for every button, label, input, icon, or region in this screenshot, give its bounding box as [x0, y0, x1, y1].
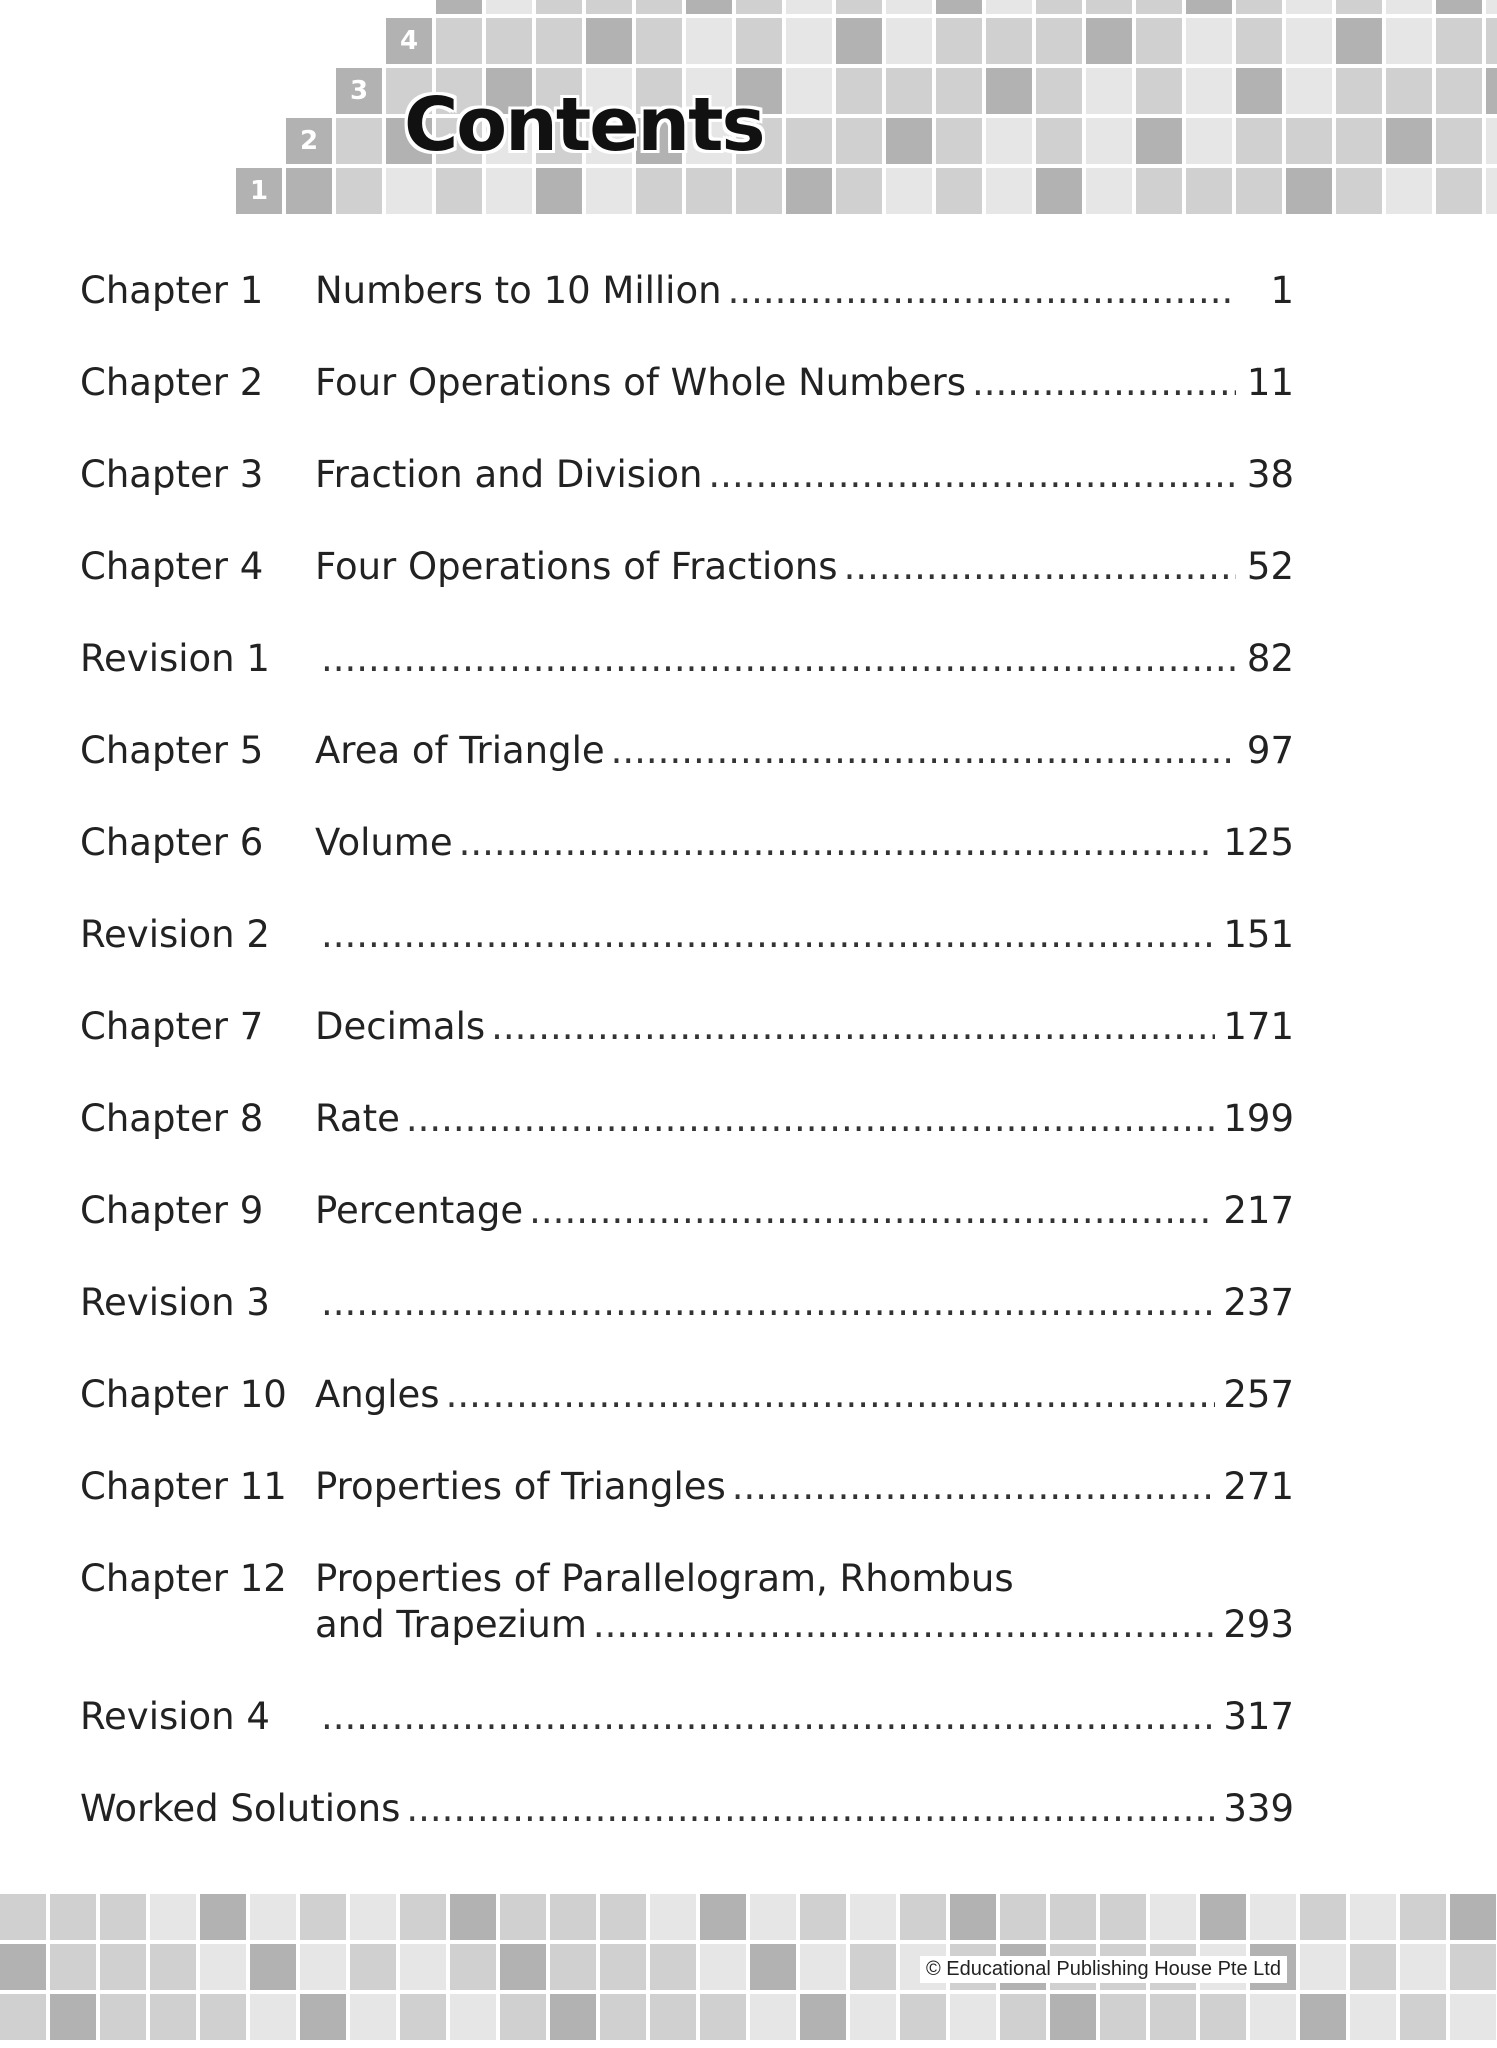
footer-tile [1000, 1894, 1046, 1940]
header-tile [1136, 68, 1182, 114]
header-tile [1036, 68, 1082, 114]
toc-row[interactable] [80, 1280, 1294, 1340]
footer-tile [50, 1944, 96, 1990]
header-tile [386, 168, 432, 214]
footer-tile [1150, 1994, 1196, 2040]
footer-tile [300, 1894, 346, 1940]
footer-tile [350, 1994, 396, 2040]
footer-tile [500, 1944, 546, 1990]
toc-title: and Trapezium [315, 1603, 587, 1646]
footer-tile [50, 1994, 96, 2040]
header-tile [1436, 168, 1482, 214]
toc-row[interactable] [80, 1188, 1294, 1248]
footer-tile [1250, 1894, 1296, 1940]
leader-dots [406, 1786, 1215, 1832]
header-tile [1336, 118, 1382, 164]
toc-row[interactable] [80, 636, 1294, 696]
header-tile [1336, 68, 1382, 114]
header-tile [986, 0, 1032, 14]
header-tile [1186, 68, 1232, 114]
footer-tile [1350, 1894, 1396, 1940]
header-tile [1086, 18, 1132, 64]
leader-dots [321, 1280, 1215, 1326]
footer-tile [150, 1944, 196, 1990]
header-tile [436, 168, 482, 214]
header-tile [786, 18, 832, 64]
footer-tile [1000, 1994, 1046, 2040]
header-tile [936, 0, 982, 14]
header-tile [1386, 18, 1432, 64]
header-tile [1186, 168, 1232, 214]
toc-page: 125 [1223, 821, 1294, 864]
toc-row[interactable] [80, 1694, 1294, 1754]
header-tile [886, 0, 932, 14]
header-tile [786, 68, 832, 114]
leader-dots [844, 544, 1236, 590]
footer-tile [0, 1894, 46, 1940]
footer-tile [1150, 1894, 1196, 1940]
header-tile [1186, 18, 1232, 64]
header-tile [1386, 68, 1432, 114]
leader-dots [321, 636, 1236, 682]
toc-row[interactable] [80, 452, 1294, 512]
header-tile [786, 0, 832, 14]
copyright-notice: © Educational Publishing House Pte Ltd [920, 1956, 1287, 1983]
footer-tile [1400, 1994, 1446, 2040]
header-tile [1436, 68, 1482, 114]
toc-row[interactable] [80, 820, 1294, 880]
footer-tile [750, 1944, 796, 1990]
footer-tile [750, 1894, 796, 1940]
toc-page: 82 [1246, 637, 1294, 680]
toc-title: Volume [315, 821, 453, 864]
header-tile [986, 18, 1032, 64]
toc-page: 293 [1223, 1603, 1294, 1646]
toc-page: 317 [1223, 1695, 1294, 1738]
leader-dots [406, 1096, 1216, 1142]
toc-page: 257 [1223, 1373, 1294, 1416]
footer-tile [0, 1944, 46, 1990]
header-tile [1086, 118, 1132, 164]
header-tile [336, 118, 382, 164]
footer-tile [1450, 1944, 1496, 1990]
footer-tile [700, 1894, 746, 1940]
footer-tile [950, 1994, 996, 2040]
header-tile [1286, 0, 1332, 14]
header-tile [536, 168, 582, 214]
toc-label: Revision 3 [80, 1281, 270, 1324]
toc-page: 271 [1223, 1465, 1294, 1508]
header-tile [886, 18, 932, 64]
leader-dots [708, 452, 1236, 498]
toc-label: Chapter 6 [80, 821, 264, 864]
footer-tile [900, 1894, 946, 1940]
footer-tile [600, 1994, 646, 2040]
header-tile [1236, 168, 1282, 214]
header-tile [536, 18, 582, 64]
footer-tile [100, 1944, 146, 1990]
toc-label: Chapter 10 [80, 1373, 287, 1416]
header-tile [1086, 0, 1132, 14]
leader-dots [459, 820, 1216, 866]
header-tile [736, 18, 782, 64]
toc-page: 151 [1223, 913, 1294, 956]
header-tile [1136, 168, 1182, 214]
toc-page: 339 [1223, 1787, 1294, 1830]
toc-page: 97 [1246, 729, 1294, 772]
toc-page: 1 [1270, 269, 1294, 312]
header-tile [1486, 118, 1497, 164]
leader-dots [446, 1372, 1216, 1418]
toc-row[interactable] [80, 1096, 1294, 1156]
header-tile [586, 18, 632, 64]
leader-dots [321, 912, 1215, 958]
toc-row-worked-solutions[interactable] [80, 1786, 1294, 1846]
footer-tile [100, 1894, 146, 1940]
footer-tile [1300, 1894, 1346, 1940]
header-tile [436, 18, 482, 64]
footer-tile [1450, 1994, 1496, 2040]
toc-label: Chapter 11 [80, 1465, 287, 1508]
header-tile [986, 168, 1032, 214]
footer-tile [1350, 1994, 1396, 2040]
header-tile [486, 168, 532, 214]
header-tile [936, 68, 982, 114]
header-tile [1386, 0, 1432, 14]
footer-tile [1200, 1894, 1246, 1940]
toc-row[interactable] [80, 1004, 1294, 1064]
toc-label: Revision 4 [80, 1695, 270, 1738]
header-tile [936, 118, 982, 164]
footer-tile [1350, 1944, 1396, 1990]
footer-tile [250, 1994, 296, 2040]
header-tile [886, 68, 932, 114]
header-tile [1036, 168, 1082, 214]
header-tile [1036, 118, 1082, 164]
header-tile [936, 18, 982, 64]
header-tile [1236, 118, 1282, 164]
step-number-1: 1 [249, 176, 269, 206]
toc-page: 199 [1223, 1097, 1294, 1140]
header-tile [1136, 18, 1182, 64]
footer-tile [200, 1894, 246, 1940]
header-tile [1286, 68, 1332, 114]
header-tile [1336, 168, 1382, 214]
header-tile [736, 0, 782, 14]
footer-tile [400, 1894, 446, 1940]
toc-title: Fraction and Division [315, 453, 703, 496]
toc-title: Percentage [315, 1189, 524, 1232]
header-tile [886, 118, 932, 164]
toc-title: Four Operations of Fractions [315, 545, 838, 588]
toc-page: 217 [1223, 1189, 1294, 1232]
toc-page: 171 [1223, 1005, 1294, 1048]
leader-dots [611, 728, 1236, 774]
footer-tile [550, 1944, 596, 1990]
footer-tile [500, 1894, 546, 1940]
footer-tile [1300, 1944, 1346, 1990]
step-number-4: 4 [399, 26, 419, 56]
toc-row[interactable] [80, 268, 1294, 328]
footer-tile [550, 1894, 596, 1940]
header-tile [1386, 118, 1432, 164]
toc-row[interactable] [80, 912, 1294, 972]
footer-tile [1400, 1944, 1446, 1990]
header-tile [1486, 168, 1497, 214]
toc-title: Four Operations of Whole Numbers [315, 361, 967, 404]
toc-title: Numbers to 10 Million [315, 269, 722, 312]
header-tile [636, 18, 682, 64]
toc-page: 52 [1246, 545, 1294, 588]
header-tile [1386, 168, 1432, 214]
toc-label: Revision 1 [80, 637, 270, 680]
header-tile [486, 18, 532, 64]
toc-page: 11 [1246, 361, 1294, 404]
footer-tile [1250, 1994, 1296, 2040]
header-tile [1136, 118, 1182, 164]
header-tile [786, 118, 832, 164]
leader-dots [321, 1694, 1215, 1740]
toc-row[interactable] [80, 544, 1294, 604]
header-tile [1436, 118, 1482, 164]
footer-tile [1400, 1894, 1446, 1940]
footer-tile [300, 1994, 346, 2040]
toc-label: Chapter 4 [80, 545, 264, 588]
leader-dots [593, 1602, 1216, 1648]
footer-tile [600, 1944, 646, 1990]
footer-tile [150, 1894, 196, 1940]
header-tile [1486, 18, 1497, 64]
header-tile [686, 168, 732, 214]
footer-tile [1300, 1994, 1346, 2040]
header-tile [336, 168, 382, 214]
toc-row-continuation[interactable] [80, 1602, 1294, 1662]
footer-tile [800, 1894, 846, 1940]
header-tile [886, 168, 932, 214]
footer-tile [1200, 1994, 1246, 2040]
footer-tile [650, 1994, 696, 2040]
toc-label: Chapter 9 [80, 1189, 264, 1232]
footer-tile [150, 1994, 196, 2040]
footer-tile [1100, 1894, 1146, 1940]
footer-tile [100, 1994, 146, 2040]
toc-label: Revision 2 [80, 913, 270, 956]
footer-tile [1100, 1994, 1146, 2040]
header-tile [736, 168, 782, 214]
footer-tile [1450, 1894, 1496, 1940]
header-tile [1436, 0, 1482, 14]
footer-tile [650, 1894, 696, 1940]
leader-dots [732, 1464, 1216, 1510]
footer-tile [200, 1944, 246, 1990]
header-tile [836, 168, 882, 214]
footer-tile [200, 1994, 246, 2040]
step-number-3: 3 [349, 76, 369, 106]
toc-label: Chapter 5 [80, 729, 264, 772]
footer-tile [350, 1894, 396, 1940]
footer-tile [850, 1944, 896, 1990]
footer-tile [450, 1994, 496, 2040]
footer-tile [850, 1894, 896, 1940]
header-tile [436, 0, 482, 14]
toc-title: Properties of Triangles [315, 1465, 726, 1508]
header-tile [536, 0, 582, 14]
footer-tile [950, 1894, 996, 1940]
footer-tile [900, 1994, 946, 2040]
header-tile [1286, 168, 1332, 214]
leader-dots [491, 1004, 1215, 1050]
page-title: Contents [404, 82, 764, 168]
header-tile [836, 68, 882, 114]
footer-tile [400, 1944, 446, 1990]
header-tile [1236, 0, 1282, 14]
footer-tile [1050, 1894, 1096, 1940]
header-tile [986, 118, 1032, 164]
footer-tile [0, 1994, 46, 2040]
leader-dots [728, 268, 1236, 314]
header-tile [686, 18, 732, 64]
footer-tile [650, 1944, 696, 1990]
step-number-2: 2 [299, 126, 319, 156]
footer-tile [700, 1944, 746, 1990]
header-tile [1236, 18, 1282, 64]
header-tile [986, 68, 1032, 114]
footer-tile [350, 1944, 396, 1990]
footer-tile [300, 1944, 346, 1990]
header-tile [1486, 68, 1497, 114]
header-tile [636, 168, 682, 214]
header-tile [1136, 0, 1182, 14]
header-tile [636, 0, 682, 14]
footer-tile [800, 1994, 846, 2040]
header-tile [836, 118, 882, 164]
header-tile [1336, 18, 1382, 64]
header-tile [1186, 0, 1232, 14]
footer-tile [250, 1944, 296, 1990]
footer-tile [550, 1994, 596, 2040]
header-tile [286, 168, 332, 214]
header-tile [586, 168, 632, 214]
header-tile [586, 0, 632, 14]
toc-label: Chapter 2 [80, 361, 264, 404]
toc-title: Area of Triangle [315, 729, 605, 772]
footer-tile [450, 1944, 496, 1990]
footer-tile [500, 1994, 546, 2040]
toc-title: Angles [315, 1373, 440, 1416]
toc-label: Chapter 12 [80, 1557, 287, 1600]
header-tile [936, 168, 982, 214]
toc-label: Chapter 1 [80, 269, 264, 312]
toc-page: 38 [1246, 453, 1294, 496]
footer-tile [800, 1944, 846, 1990]
header-tile [1186, 118, 1232, 164]
footer-tile [1050, 1994, 1096, 2040]
toc-title-line1: Properties of Parallelogram, Rhombus [315, 1557, 1014, 1600]
toc-label: Chapter 3 [80, 453, 264, 496]
toc-label: Chapter 7 [80, 1005, 264, 1048]
footer-tile [450, 1894, 496, 1940]
header-tile [486, 0, 532, 14]
footer-tile [700, 1994, 746, 2040]
footer-tile [850, 1994, 896, 2040]
header-tile [1036, 18, 1082, 64]
footer-tile [50, 1894, 96, 1940]
toc-title: Decimals [315, 1005, 486, 1048]
leader-dots [972, 360, 1236, 406]
footer-tile [600, 1894, 646, 1940]
header-tile [1486, 0, 1497, 14]
header-tile [1036, 0, 1082, 14]
footer-tile [250, 1894, 296, 1940]
header-tile [1236, 68, 1282, 114]
footer-tile [750, 1994, 796, 2040]
toc-row[interactable] [80, 728, 1294, 788]
toc-row[interactable] [80, 1372, 1294, 1432]
header-tile [1436, 18, 1482, 64]
header-tile [836, 18, 882, 64]
header-tile [786, 168, 832, 214]
header-tile [1086, 168, 1132, 214]
header-tile [686, 0, 732, 14]
header-tile [1086, 68, 1132, 114]
header-tile [1336, 0, 1382, 14]
toc-row[interactable] [80, 1464, 1294, 1524]
toc-title: Rate [315, 1097, 400, 1140]
toc-title: Worked Solutions [80, 1787, 401, 1830]
toc-label: Chapter 8 [80, 1097, 264, 1140]
header-tile [836, 0, 882, 14]
header-tile [1286, 118, 1332, 164]
toc-row[interactable] [80, 360, 1294, 420]
footer-tile [400, 1994, 446, 2040]
leader-dots [529, 1188, 1215, 1234]
toc-page: 237 [1223, 1281, 1294, 1324]
header-tile [1286, 18, 1332, 64]
